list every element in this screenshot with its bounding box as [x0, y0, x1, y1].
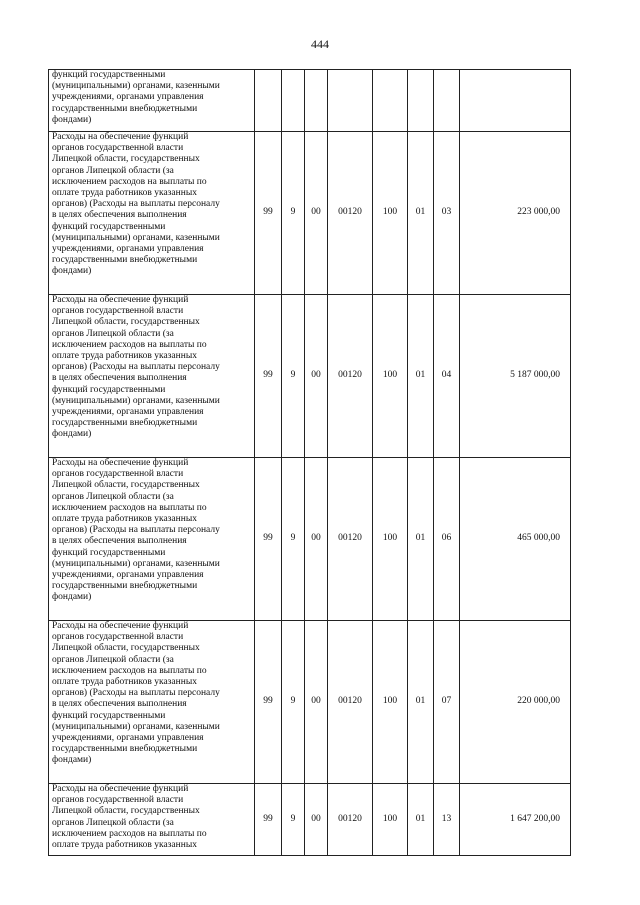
program-code — [255, 70, 282, 132]
direction-code: 00120 — [328, 784, 373, 856]
direction-code: 00120 — [328, 132, 373, 295]
subprogram-code: 9 — [282, 784, 305, 856]
amount: 5 187 000,00 — [460, 295, 571, 458]
subprogram-code: 9 — [282, 458, 305, 621]
subsection-code: 04 — [434, 295, 460, 458]
section-code: 01 — [408, 458, 434, 621]
subsection-code: 06 — [434, 458, 460, 621]
subprogram-code: 9 — [282, 132, 305, 295]
row-description: функций государственными (муниципальными) органами, казенными учреждениями, органами управления государственными внебюджетными фондами) — [49, 70, 255, 132]
expense-type-code: 100 — [373, 132, 408, 295]
table-row — [49, 295, 571, 458]
subsection-code: 13 — [434, 784, 460, 856]
table-row — [49, 784, 571, 856]
event-code: 00 — [305, 621, 328, 784]
subsection-code — [434, 70, 460, 132]
expense-type-code: 100 — [373, 458, 408, 621]
direction-code — [328, 70, 373, 132]
row-description: Расходы на обеспечение функций органов государственной власти Липецкой области, государственных органов Липецкой области (за исключением расходов на выплаты по оплате труда работников указанных органов) (Расходы на выплаты персоналу в целях обеспечения выполнения функций государственными (муниципальными) органами, казенными учреждениями, органами управления государственными внебюджетными фондами) — [49, 295, 255, 458]
table-row — [49, 458, 571, 621]
section-code: 01 — [408, 621, 434, 784]
subprogram-code: 9 — [282, 621, 305, 784]
event-code — [305, 70, 328, 132]
direction-code: 00120 — [328, 621, 373, 784]
table-row — [49, 132, 571, 295]
table-row — [49, 70, 571, 132]
expense-type-code: 100 — [373, 295, 408, 458]
amount: 220 000,00 — [460, 621, 571, 784]
program-code: 99 — [255, 295, 282, 458]
subprogram-code — [282, 70, 305, 132]
amount: 465 000,00 — [460, 458, 571, 621]
section-code: 01 — [408, 132, 434, 295]
subprogram-code: 9 — [282, 295, 305, 458]
amount — [460, 70, 571, 132]
table-row — [49, 621, 571, 784]
subsection-code: 03 — [434, 132, 460, 295]
subsection-code: 07 — [434, 621, 460, 784]
event-code: 00 — [305, 295, 328, 458]
page-number: 444 — [311, 37, 329, 51]
program-code: 99 — [255, 132, 282, 295]
row-description: Расходы на обеспечение функций органов государственной власти Липецкой области, государственных органов Липецкой области (за исключением расходов на выплаты по оплате труда работников указанных — [49, 784, 255, 856]
section-code: 01 — [408, 784, 434, 856]
amount: 1 647 200,00 — [460, 784, 571, 856]
row-description: Расходы на обеспечение функций органов государственной власти Липецкой области, государственных органов Липецкой области (за исключением расходов на выплаты по оплате труда работников указанных органов) (Расходы на выплаты персоналу в целях обеспечения выполнения функций государственными (муниципальными) органами, казенными учреждениями, органами управления государственными внебюджетными фондами) — [49, 621, 255, 784]
program-code: 99 — [255, 784, 282, 856]
event-code: 00 — [305, 784, 328, 856]
event-code: 00 — [305, 458, 328, 621]
section-code: 01 — [408, 295, 434, 458]
amount: 223 000,00 — [460, 132, 571, 295]
budget-table — [48, 69, 571, 856]
direction-code: 00120 — [328, 295, 373, 458]
program-code: 99 — [255, 458, 282, 621]
program-code: 99 — [255, 621, 282, 784]
expense-type-code: 100 — [373, 621, 408, 784]
section-code — [408, 70, 434, 132]
expense-type-code — [373, 70, 408, 132]
event-code: 00 — [305, 132, 328, 295]
row-description: Расходы на обеспечение функций органов государственной власти Липецкой области, государственных органов Липецкой области (за исключением расходов на выплаты по оплате труда работников указанных органов) (Расходы на выплаты персоналу в целях обеспечения выполнения функций государственными (муниципальными) органами, казенными учреждениями, органами управления государственными внебюджетными фондами) — [49, 458, 255, 621]
direction-code: 00120 — [328, 458, 373, 621]
row-description: Расходы на обеспечение функций органов государственной власти Липецкой области, государственных органов Липецкой области (за исключением расходов на выплаты по оплате труда работников указанных органов) (Расходы на выплаты персоналу в целях обеспечения выполнения функций государственными (муниципальными) органами, казенными учреждениями, органами управления государственными внебюджетными фондами) — [49, 132, 255, 295]
expense-type-code: 100 — [373, 784, 408, 856]
